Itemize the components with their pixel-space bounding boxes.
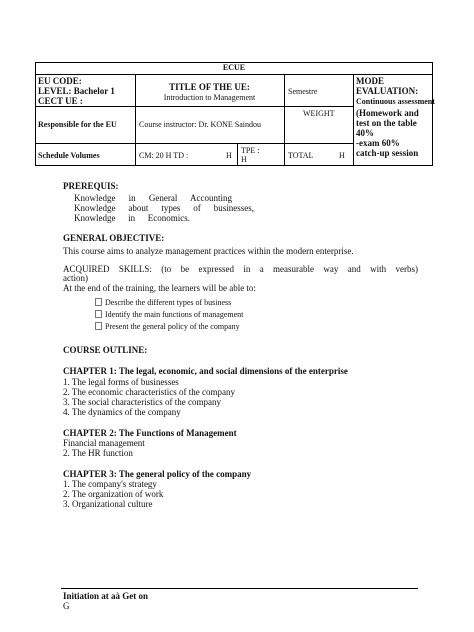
total-h: H — [339, 151, 345, 160]
bullet-icon — [95, 322, 102, 330]
bullet-icon — [95, 310, 102, 318]
skill-bullet-text: Present the general policy of the company — [105, 322, 240, 331]
chapter1-item: 3. The social characteristics of the company — [63, 397, 222, 407]
semestre-label: Semestre — [288, 87, 318, 96]
chapter3-title: CHAPTER 3: The general policy of the company — [63, 469, 252, 479]
end-of-training-text: At the end of the training, the learners will be able to: — [63, 283, 256, 293]
catchup-text: catch-up session — [356, 148, 419, 158]
chapter2-item: 2. The HR function — [63, 448, 133, 458]
pct40-text: 40% — [356, 128, 374, 138]
total-label: TOTAL — [288, 151, 314, 160]
tpe-label: TPE : — [241, 146, 260, 155]
chapter2-item: Financial management — [63, 438, 145, 448]
chapter1-item: 1. The legal forms of businesses — [63, 377, 179, 387]
cect-label: CECT UE : — [38, 96, 83, 106]
chapter3-item: 1. The company's strategy — [63, 479, 157, 489]
chapter1-item: 4. The dynamics of the company — [63, 407, 181, 417]
chapter1-item: 2. The economic characteristics of the company — [63, 387, 236, 397]
continuous-assessment: Continuous assessment — [356, 97, 435, 106]
skill-bullet — [95, 322, 240, 331]
skill-bullet-text: Identify the main functions of management — [105, 310, 244, 319]
cm-h: H — [226, 151, 232, 160]
chapter1-title: CHAPTER 1: The legal, economic, and social dimensions of the enterprise — [63, 366, 348, 376]
footer-line1: Initiation at aà Get on — [63, 591, 149, 601]
bullet-icon — [95, 298, 102, 306]
prerequis-item: Knowledge in General Accounting — [74, 193, 232, 203]
level-label: LEVEL: Bachelor 1 — [38, 86, 115, 96]
cm-label: CM: 20 H TD : — [139, 151, 189, 160]
tpe-h: H — [241, 155, 247, 164]
chapter3-item: 2. The organization of work — [63, 489, 164, 499]
weight-label: WEIGHT — [303, 109, 335, 118]
mode-label: MODE — [356, 76, 384, 86]
skill-bullet — [95, 298, 231, 307]
schedule-label: Schedule Volumes — [38, 151, 100, 160]
exam-text: -exam 60% — [356, 138, 400, 148]
course-outline-heading: COURSE OUTLINE: — [63, 345, 148, 355]
chapter2-title: CHAPTER 2: The Functions of Management — [63, 428, 237, 438]
instructor-text: Course instructor: Dr. KONE Saindou — [139, 120, 261, 129]
ecue-header: ECUE — [222, 63, 246, 72]
footer-line2: G — [63, 601, 70, 611]
test-text: test on the table — [356, 118, 417, 128]
prerequis-item: Knowledge in Economics. — [74, 213, 190, 223]
footer-divider — [61, 588, 418, 589]
chapter3-item: 3. Organizational culture — [63, 499, 153, 509]
responsible-label: Responsible for the EU — [38, 120, 117, 129]
skill-bullet — [95, 310, 243, 319]
eu-code-label: EU CODE: — [38, 76, 82, 86]
prerequis-heading: PREREQUIS: — [63, 181, 119, 191]
prerequis-item: Knowledge about types of businesses, — [74, 203, 254, 213]
homework-text: (Homework and — [356, 108, 419, 118]
acquired-skills-line1: ACQUIRED SKILLS: (to be expressed in a measurable way and with verbs) — [63, 264, 418, 274]
general-objective-heading: GENERAL OBJECTIVE: — [63, 233, 165, 243]
general-objective-text: This course aims to analyze management practices within the modern enterprise. — [63, 246, 354, 256]
ue-title-label: TITLE OF THE UE: — [169, 82, 250, 92]
skill-bullet-text: Describe the different types of business — [105, 298, 232, 307]
evaluation-label: EVALUATION: — [356, 86, 419, 96]
ue-title-value: Introduction to Management — [163, 93, 256, 102]
acquired-skills-line2: action) — [63, 273, 88, 283]
